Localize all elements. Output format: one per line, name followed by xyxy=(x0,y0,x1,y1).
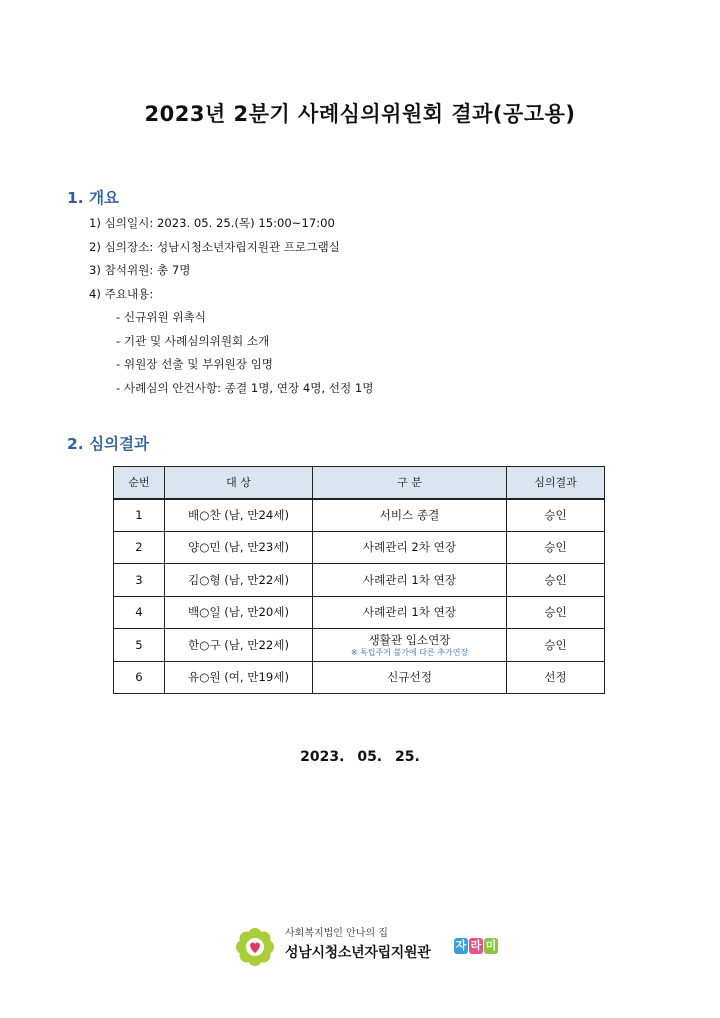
cell-target: 백○일 (남, 만20세) xyxy=(165,596,313,629)
cell-target: 한○구 (남, 만22세) xyxy=(165,629,313,662)
cell-no: 6 xyxy=(114,661,165,694)
overview-item-attendees: 3) 참석위원: 총 7명 xyxy=(89,263,191,277)
brand-char: 라 xyxy=(470,939,482,952)
overview-item-main-content: 4) 주요내용: xyxy=(89,286,154,301)
cell-target: 배○찬 (남, 만24세) xyxy=(165,499,313,532)
flower-heart-logo-icon xyxy=(232,926,278,968)
brand-char: 자 xyxy=(455,939,467,952)
overview-list xyxy=(89,215,373,403)
section-result-heading: 2. 심의결과 xyxy=(67,435,149,453)
result-table xyxy=(113,466,605,694)
cell-category: 사례관리 1차 연장 xyxy=(313,564,507,597)
table-row xyxy=(114,531,605,564)
table-header-row xyxy=(114,467,605,499)
jarami-brand-logo xyxy=(454,938,499,954)
table-row xyxy=(114,596,605,629)
cell-category xyxy=(313,629,507,662)
footer-org-name: 성남시청소년자립지원관 xyxy=(285,945,431,961)
table-row xyxy=(114,499,605,532)
cell-category-main: 생활관 입소연장 xyxy=(368,632,451,647)
cell-no: 2 xyxy=(114,531,165,564)
section-overview-heading: 1. 개요 xyxy=(67,189,120,207)
cell-target: 유○원 (여, 만19세) xyxy=(165,661,313,694)
cell-result: 승인 xyxy=(507,596,605,629)
cell-target: 양○민 (남, 만23세) xyxy=(165,531,313,564)
cell-result: 승인 xyxy=(507,531,605,564)
overview-subitem: - 신규위원 위촉식 xyxy=(116,310,206,324)
brand-char: 미 xyxy=(485,939,497,952)
cell-no: 4 xyxy=(114,596,165,629)
cell-result: 승인 xyxy=(507,499,605,532)
table-row xyxy=(114,629,605,662)
cell-no: 1 xyxy=(114,499,165,532)
document-date: 2023. 05. 25. xyxy=(300,749,420,765)
cell-category: 사례관리 1차 연장 xyxy=(313,596,507,629)
overview-subitem: - 위원장 선출 및 부위원장 임명 xyxy=(116,357,274,371)
cell-category-note: ※ 독립주거 불가에 다른 추가연장 xyxy=(350,647,469,657)
cell-result: 승인 xyxy=(507,629,605,662)
footer-parent-org: 사회복지법인 안나의 집 xyxy=(285,928,388,939)
table-row xyxy=(114,564,605,597)
footer-organization xyxy=(232,922,502,972)
overview-item-datetime: 1) 심의일시: 2023. 05. 25.(목) 15:00~17:00 xyxy=(89,216,335,230)
header-target: 대 상 xyxy=(165,467,313,499)
cell-result: 승인 xyxy=(507,564,605,597)
cell-target: 김○형 (남, 만22세) xyxy=(165,564,313,597)
header-result: 심의결과 xyxy=(507,467,605,499)
cell-no: 5 xyxy=(114,629,165,662)
document-title: 2023년 2분기 사례심의위원회 결과(공고용) xyxy=(144,102,576,126)
table-row xyxy=(114,661,605,694)
cell-result: 선정 xyxy=(507,661,605,694)
cell-category: 신규선정 xyxy=(313,661,507,694)
header-category: 구 분 xyxy=(313,467,507,499)
cell-no: 3 xyxy=(114,564,165,597)
cell-category: 사례관리 2차 연장 xyxy=(313,531,507,564)
cell-category: 서비스 종결 xyxy=(313,499,507,532)
overview-subitem: - 기관 및 사례심의위원회 소개 xyxy=(116,333,270,348)
header-no: 순번 xyxy=(114,467,165,499)
overview-item-place: 2) 심의장소: 성남시청소년자립지원관 프로그램실 xyxy=(89,239,340,254)
overview-subitem: - 사례심의 안건사항: 종결 1명, 연장 4명, 선정 1명 xyxy=(116,380,374,395)
